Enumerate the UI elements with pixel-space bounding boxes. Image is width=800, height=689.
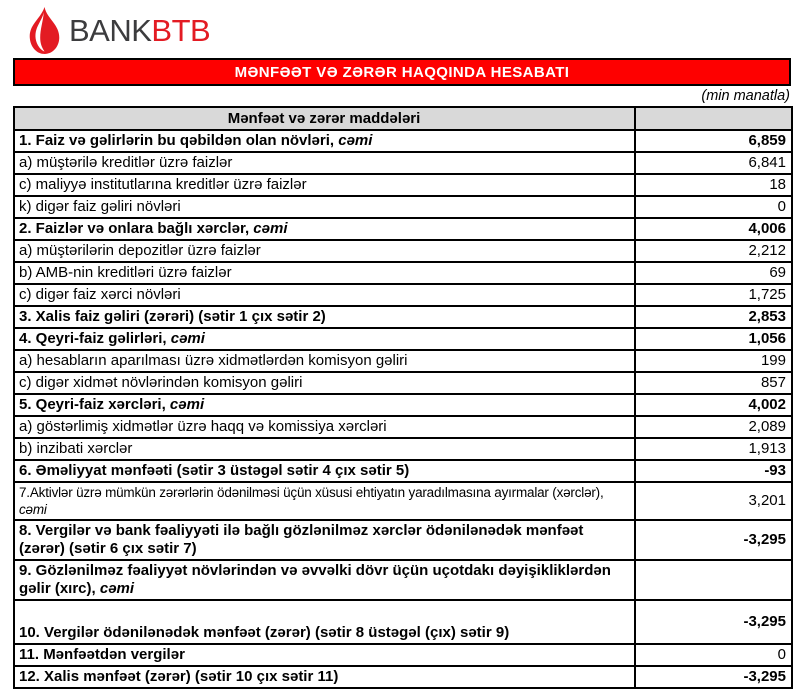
row-label-text: c) digər xidmət növlərindən komisyon gəliri: [19, 374, 303, 391]
row-label-text: 7.Aktivlər üzrə mümkün zərərlərin ödənilməsi üçün xüsusi ehtiyatın yaradılmasına ayırmalar (xərclər),: [19, 485, 604, 500]
table-row: [14, 600, 792, 644]
row-label-text: 9. Gözlənilməz fəaliyyət növlərindən və əvvəlki dövr üçün uçotdakı dəyişikliklərdən gəlir (xırc),: [19, 562, 611, 597]
row-label-cell: [14, 560, 635, 600]
table-row: [14, 560, 792, 600]
table-row: [14, 350, 792, 372]
row-label-suffix: cəmi: [165, 396, 205, 413]
row-label-cell: [14, 520, 635, 560]
table-row: [14, 196, 792, 218]
bank-logo-text: [69, 12, 211, 48]
row-value: -93: [635, 460, 792, 482]
row-label-text: 4. Qeyri-faiz gəlirləri,: [19, 330, 167, 347]
row-value: 3,201: [635, 482, 792, 520]
row-label-cell: [14, 174, 635, 196]
value-column-header: [635, 107, 792, 130]
report-title-banner: [13, 58, 791, 86]
row-label-text: 1. Faiz və gəlirlərin bu qəbildən olan növləri,: [19, 132, 335, 149]
table-row: [14, 152, 792, 174]
table-row: [14, 328, 792, 350]
row-label-text: a) göstərlimiş xidmətlər üzrə haqq və komissiya xərcləri: [19, 418, 387, 435]
row-value: 4,006: [635, 218, 792, 240]
row-value: 0: [635, 644, 792, 666]
row-label-suffix: cəmi: [19, 502, 47, 517]
row-label-text: 8. Vergilər və bank fəaliyyəti ilə bağlı gözlənilməz xərclər ödənilənədək mənfəət (zərər) (sətir 6 çıx sətir 7): [19, 522, 584, 557]
row-label-cell: [14, 240, 635, 262]
row-label-text: 3. Xalis faiz gəliri (zərəri) (sətir 1 çıx sətir 2): [19, 308, 326, 325]
row-label-text: c) digər faiz xərci növləri: [19, 286, 181, 303]
row-value: 18: [635, 174, 792, 196]
unit-note: (min manatla): [701, 88, 790, 104]
table-row: [14, 520, 792, 560]
row-value: 0: [635, 196, 792, 218]
row-value: 2,089: [635, 416, 792, 438]
row-label-suffix: cəmi: [334, 132, 373, 149]
row-value: 199: [635, 350, 792, 372]
table-row: [14, 262, 792, 284]
row-label-cell: [14, 416, 635, 438]
table-row: [14, 460, 792, 482]
row-label-cell: [14, 284, 635, 306]
row-label-text: b) inzibati xərclər: [19, 440, 133, 457]
row-label-text: a) müştərilə kreditlər üzrə faizlər: [19, 154, 233, 171]
bank-logo: [0, 0, 800, 58]
row-value: 2,853: [635, 306, 792, 328]
row-label-cell: [14, 130, 635, 152]
row-label-text: a) hesabların aparılması üzrə xidmətlərdən komisyon gəliri: [19, 352, 408, 369]
row-label-text: k) digər faiz gəliri növləri: [19, 198, 181, 215]
row-label-cell: [14, 482, 635, 520]
report-table-body: [14, 130, 792, 688]
table-row: [14, 644, 792, 666]
row-label-text: 12. Xalis mənfəət (zərər) (sətir 10 çıx sətir 11): [19, 668, 339, 685]
row-label-suffix: cəmi: [166, 330, 205, 347]
table-row: [14, 284, 792, 306]
row-label-cell: [14, 644, 635, 666]
row-value: 1,056: [635, 328, 792, 350]
row-label-cell: [14, 262, 635, 284]
logo-btb-word: BTB: [151, 12, 211, 48]
table-row: [14, 394, 792, 416]
row-label-text: 2. Faizlər və onlara bağlı xərclər,: [19, 220, 250, 237]
row-value: -3,295: [635, 600, 792, 644]
row-value: 2,212: [635, 240, 792, 262]
row-label-cell: [14, 438, 635, 460]
profit-loss-table: [13, 106, 793, 689]
row-label-text: 10. Vergilər ödənilənədək mənfəət (zərər) (sətir 8 üstəgəl (çıx) sətir 9): [19, 624, 510, 641]
row-value: 69: [635, 262, 792, 284]
row-label-cell: [14, 306, 635, 328]
table-row: [14, 372, 792, 394]
flame-icon: [29, 7, 60, 54]
row-value: 4,002: [635, 394, 792, 416]
row-label-cell: [14, 328, 635, 350]
report-title: MƏNFƏƏT VƏ ZƏRƏR HAQQINDA HESABATI: [234, 63, 570, 81]
row-label-text: 6. Əməliyyat mənfəəti (sətir 3 üstəgəl sətir 4 çıx sətir 5): [19, 462, 410, 479]
row-value: -3,295: [635, 520, 792, 560]
items-column-header: Mənfəət və zərər maddələri: [14, 107, 635, 130]
row-label-text: 5. Qeyri-faiz xərcləri,: [19, 396, 166, 413]
table-row: [14, 306, 792, 328]
row-label-cell: [14, 460, 635, 482]
row-label-cell: [14, 350, 635, 372]
table-row: [14, 218, 792, 240]
row-label-text: a) müştərilərin depozitlər üzrə faizlər: [19, 242, 261, 259]
logo-bank-word: BANK: [69, 12, 152, 48]
row-value: 1,913: [635, 438, 792, 460]
row-label-cell: [14, 394, 635, 416]
row-value: 857: [635, 372, 792, 394]
row-label-cell: [14, 152, 635, 174]
table-row: [14, 666, 792, 688]
row-value: 6,841: [635, 152, 792, 174]
row-label-suffix: cəmi: [95, 580, 135, 597]
row-value: 1,725: [635, 284, 792, 306]
table-row: [14, 240, 792, 262]
row-value: -3,295: [635, 666, 792, 688]
table-row: [14, 438, 792, 460]
row-label-suffix: cəmi: [249, 220, 288, 237]
table-row: [14, 482, 792, 520]
row-label-text: 11. Mənfəətdən vergilər: [19, 646, 185, 663]
row-label-cell: [14, 196, 635, 218]
row-label-cell: [14, 372, 635, 394]
row-label-text: c) maliyyə institutlarına kreditlər üzrə faizlər: [19, 176, 307, 193]
row-label-text: b) AMB-nin kreditləri üzrə faizlər: [19, 264, 232, 281]
row-label-cell: [14, 600, 635, 644]
row-value: [635, 560, 792, 600]
table-row: [14, 416, 792, 438]
row-label-cell: [14, 218, 635, 240]
table-row: [14, 174, 792, 196]
row-label-cell: [14, 666, 635, 688]
row-value: 6,859: [635, 130, 792, 152]
table-row: [14, 130, 792, 152]
table-header-row: [14, 107, 792, 130]
